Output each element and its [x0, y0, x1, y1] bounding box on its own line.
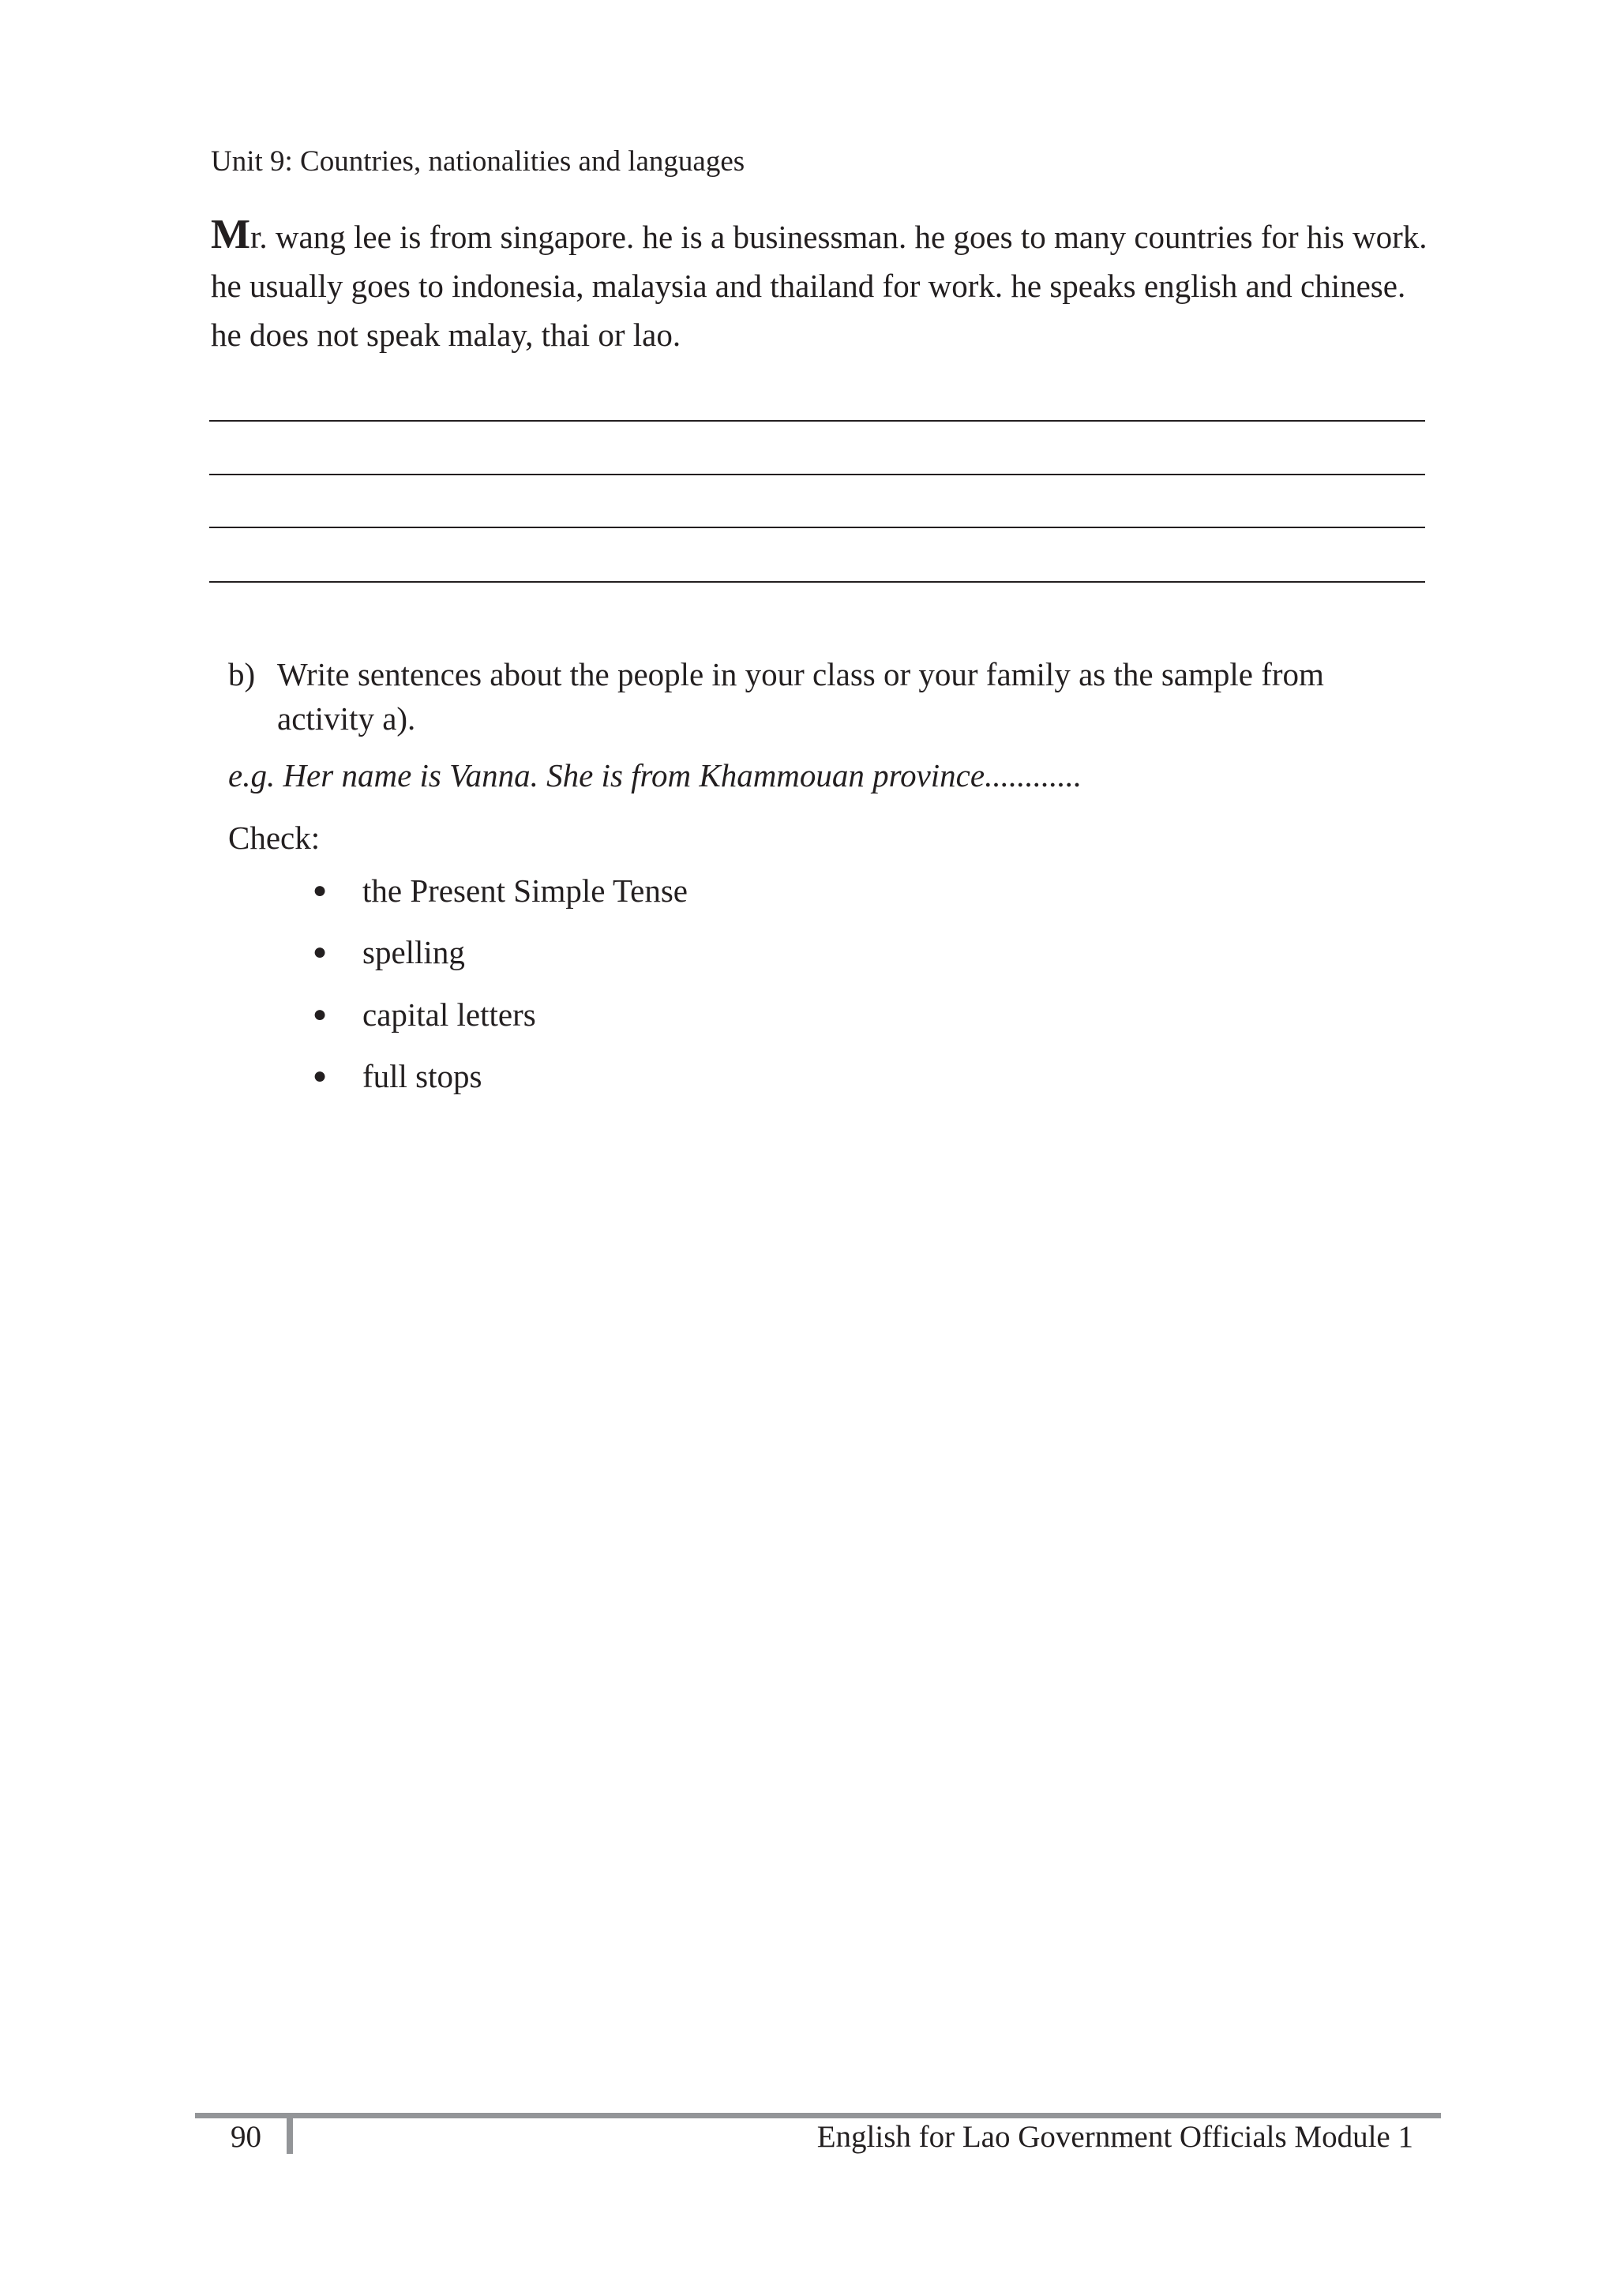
example-sentence: e.g. Her name is Vanna. She is from Khammouan province............ [228, 757, 1082, 793]
writing-line-1 [209, 420, 1425, 422]
writing-line-4 [209, 581, 1425, 583]
footer-divider [287, 2116, 293, 2154]
paragraph-line-1 [211, 210, 1443, 261]
check-label: Check: [228, 820, 321, 856]
check-item-text: full stops [362, 1058, 482, 1094]
running-header: Unit 9: Countries, nationalities and languages [211, 145, 745, 178]
check-item-text: the Present Simple Tense [362, 872, 688, 909]
paragraph-line-3: he does not speak malay, thai or lao. [211, 317, 681, 353]
bullet-icon: ● [313, 1063, 328, 1089]
activity-marker: b) [228, 656, 256, 692]
paragraph-line-2: he usually goes to indonesia, malaysia and thailand for work. he speaks english and chinese. [211, 268, 1406, 304]
activity-instruction: Write sentences about the people in your class or your family as the sample from activity a). [277, 656, 1324, 737]
check-item-text: spelling [362, 934, 465, 970]
bullet-icon: ● [313, 1001, 328, 1027]
drop-cap: M [211, 212, 251, 257]
page-number: 90 [231, 2120, 261, 2154]
check-item-text: capital letters [362, 996, 536, 1033]
bullet-icon: ● [313, 877, 328, 903]
lowercase-paragraph [211, 210, 1443, 359]
paragraph-line-1-text: r. wang lee is from singapore. he is a businessman. he goes to many countries for his work. [250, 219, 1428, 255]
writing-line-2 [209, 474, 1425, 475]
footer-book-title: English for Lao Government Officials Module 1 [816, 2120, 1413, 2154]
bullet-icon: ● [313, 939, 328, 965]
writing-line-3 [209, 527, 1425, 528]
